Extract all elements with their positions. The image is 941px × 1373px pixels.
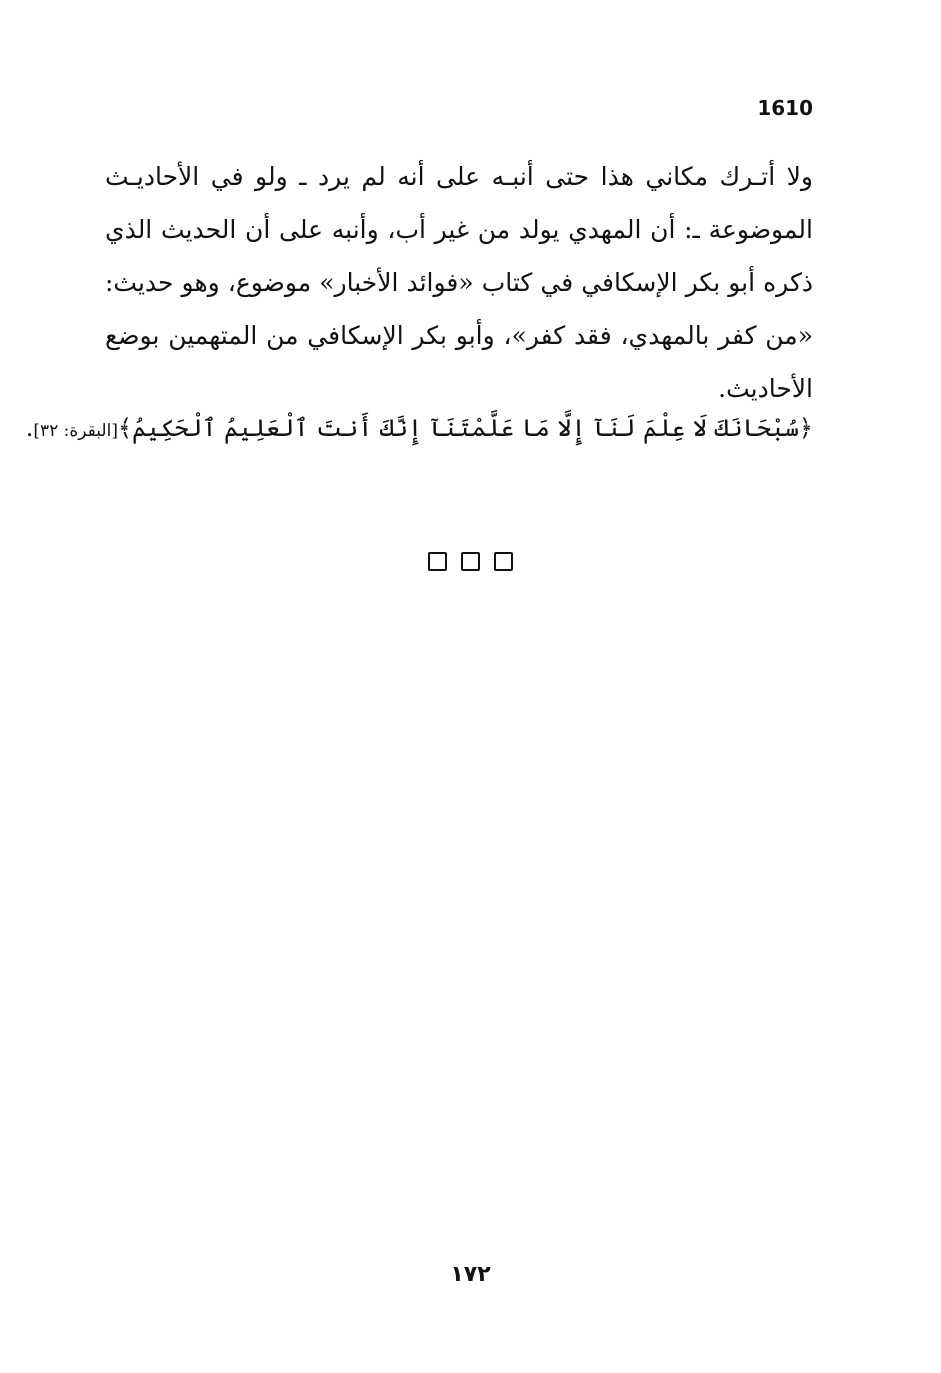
square-icon bbox=[461, 552, 480, 571]
page-number: ١٧٢ bbox=[450, 1262, 491, 1287]
body-paragraph-block bbox=[105, 150, 813, 415]
verse-end-mark: . bbox=[25, 414, 34, 442]
page-reference-number: 1610 bbox=[757, 96, 813, 120]
verse-text: ﴿سُبْحَانَكَ لَا عِلْمَ لَنَآ إِلَّا مَا عَلَّمْتَنَآ إِنَّكَ أَنتَ ٱلْعَلِيمُ ٱلْحَكِيمُ﴾ bbox=[117, 414, 813, 442]
quran-verse bbox=[25, 408, 813, 451]
square-icon bbox=[428, 552, 447, 571]
verse-reference: [البقرة: ٣٢] bbox=[33, 421, 118, 441]
body-paragraph: ولا أتـرك مكاني هذا حتى أنبـه على أنه لم يرد ـ ولو في الأحاديـث الموضوعة ـ: أن المهدي يولد من غير أب، وأنبه على أن الحديث الذي ذكره أبو بكر الإسكافي في كتاب «فوائد الأخبار» موضوع، وهو حديث: «من كفر بالمهدي، فقد كفر»، وأبو بكر الإسكافي من المتهمين بوضع الأحاديث. bbox=[105, 162, 813, 403]
square-icon bbox=[494, 552, 513, 571]
section-separator bbox=[0, 551, 941, 571]
